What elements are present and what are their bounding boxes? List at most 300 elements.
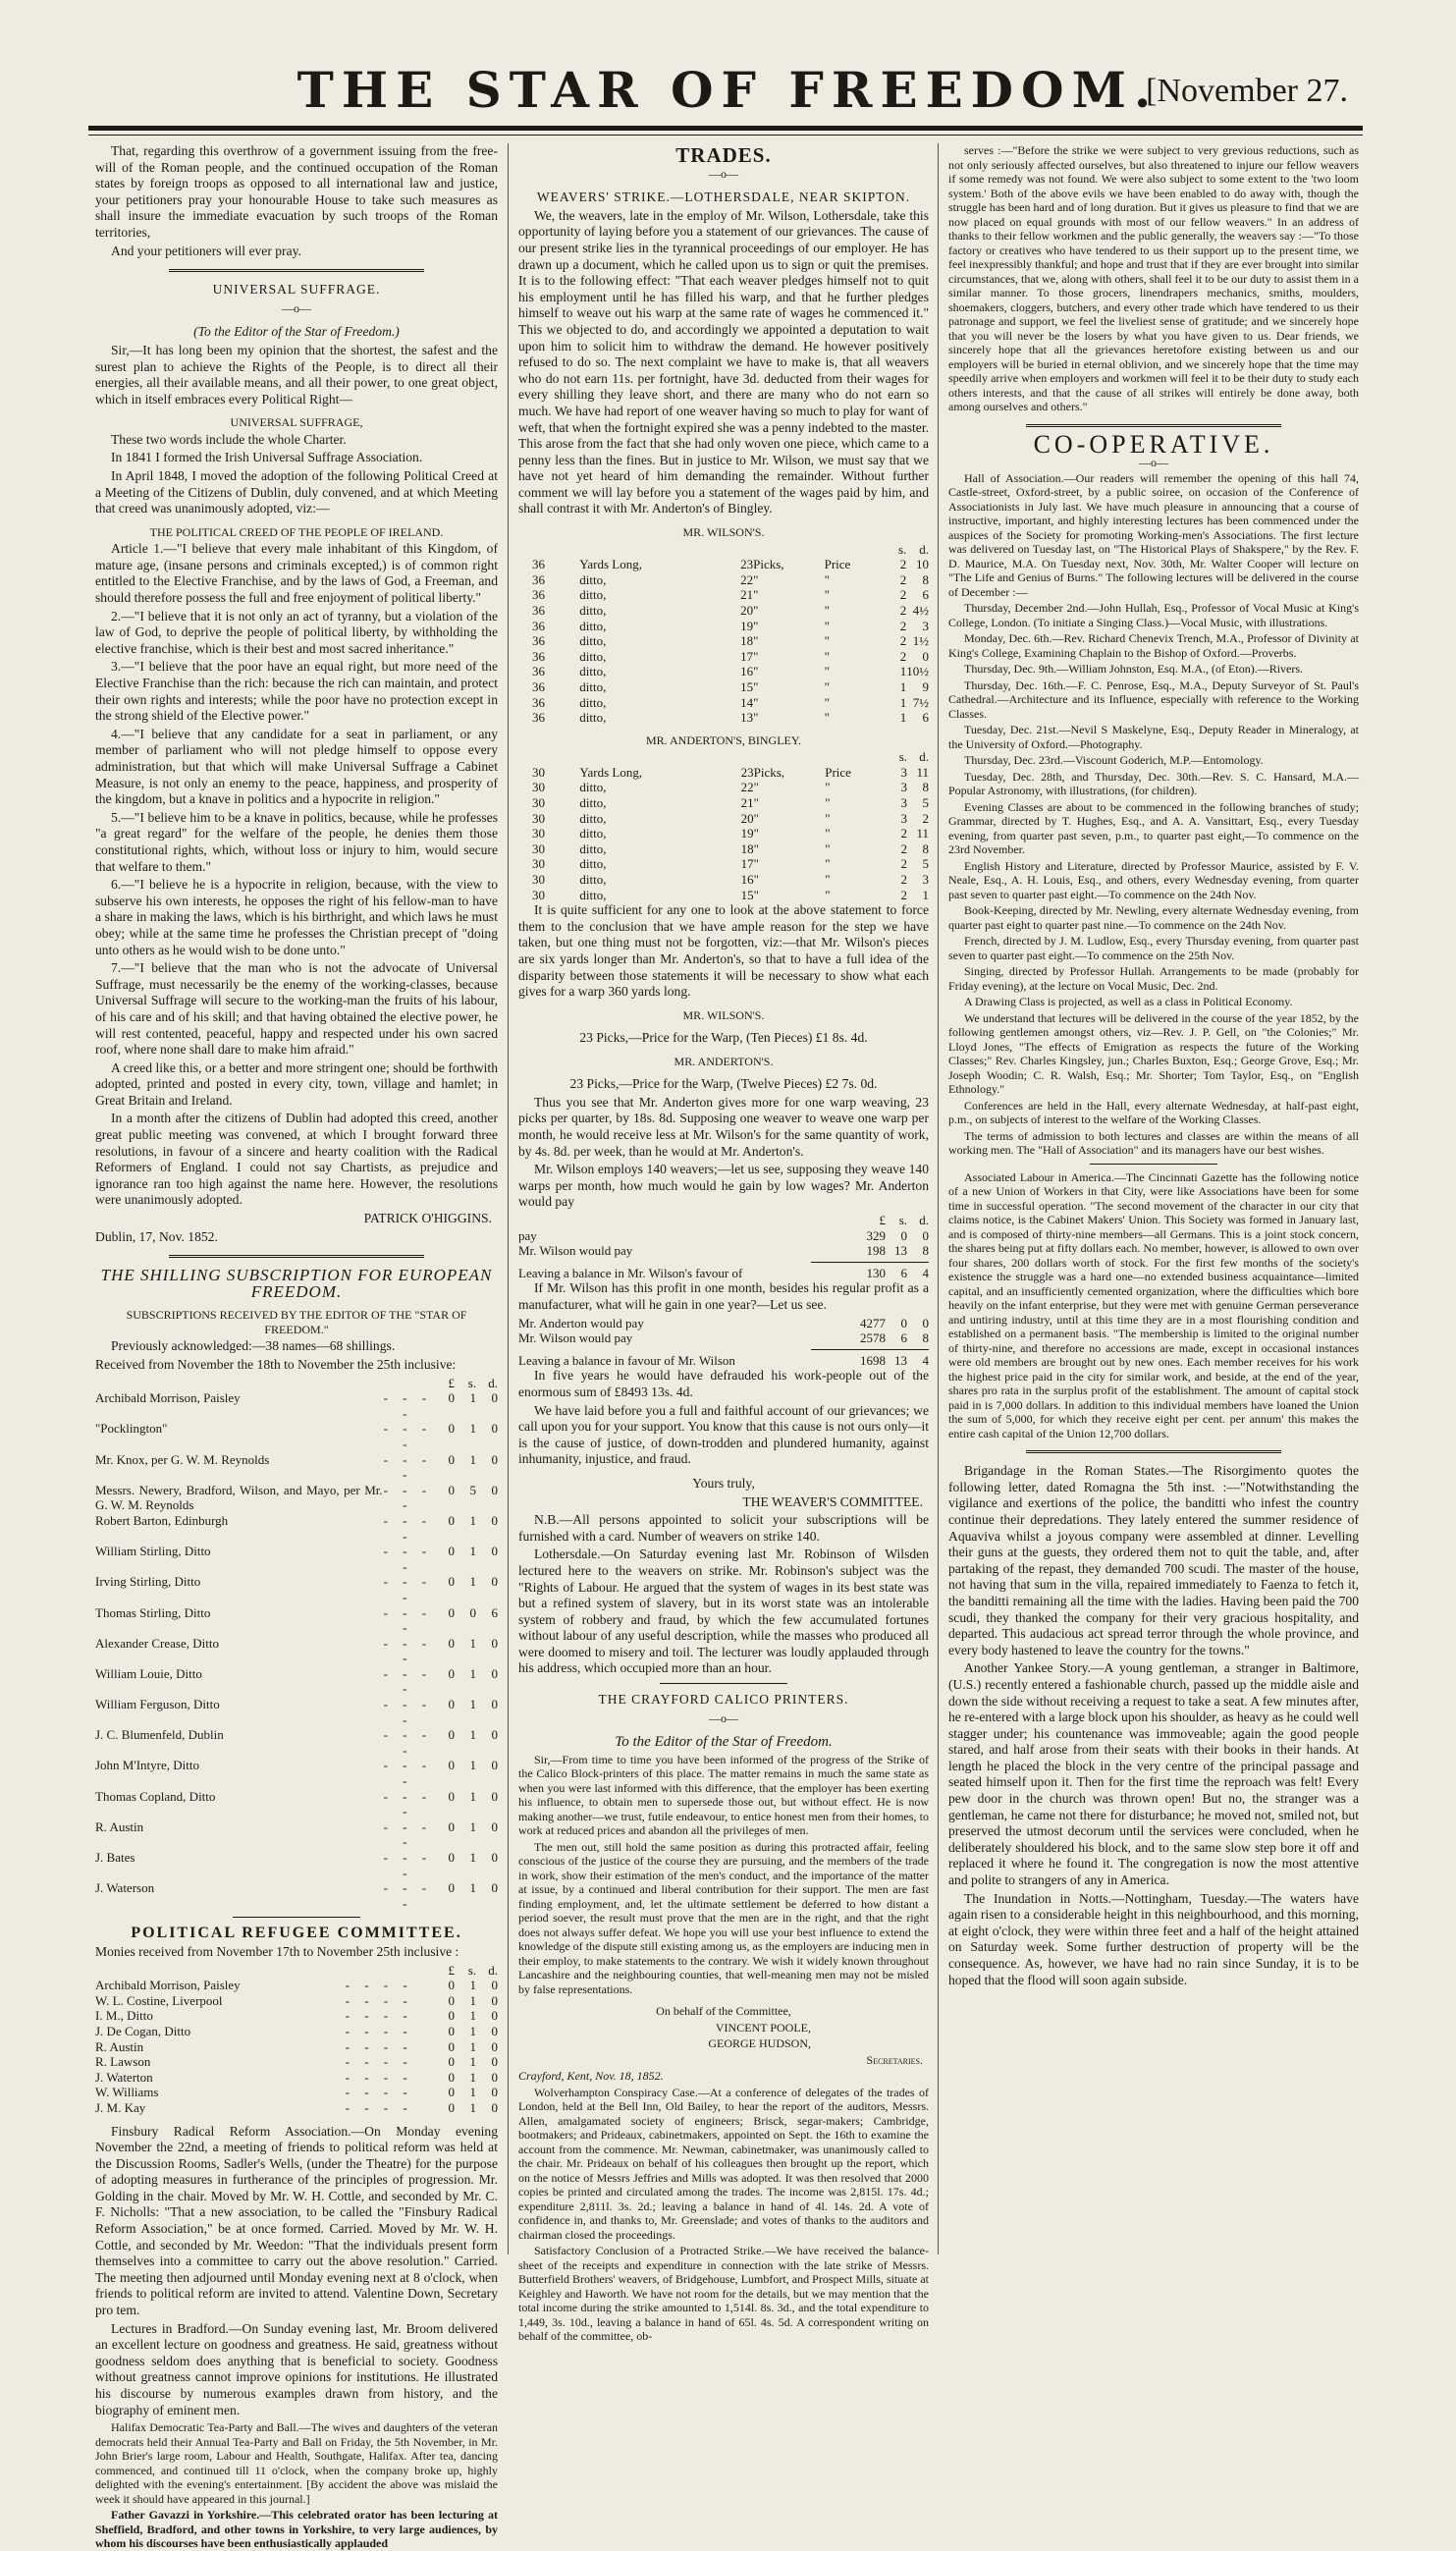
leader-dots: - - - - (325, 2024, 433, 2039)
cell-yards: 36 (518, 633, 579, 649)
cell-shillings: 2 (885, 633, 906, 649)
cell-price: Price (825, 765, 886, 781)
cell-shillings: 3 (886, 795, 907, 811)
cell-shillings: 3 (886, 780, 907, 795)
cell-pence: 3 (906, 619, 929, 634)
amount-shillings: 1 (455, 2085, 476, 2100)
calc-shillings: 0 (886, 1228, 907, 1244)
cell-picks-unit: " (754, 795, 826, 811)
trades-heading: TRADES. (518, 147, 929, 164)
cell-price: " (825, 603, 886, 619)
cell-unit: ditto, (579, 695, 724, 711)
cooperative-heading: CO-OPERATIVE. (948, 437, 1359, 454)
balance-shillings: 6 (886, 1266, 907, 1281)
calc-pounds: 198 (846, 1243, 886, 1259)
creed-article: Article 1.—"I believe that every male inhabitant of this Kingdom, of mature age, (insane persons and criminals excepted,) is of common right entitled to the Elective Franchise, and by the laws of God, a Freeman, and should therefore possess the full and free enjoyment of political liberty." (95, 541, 498, 606)
lecture-item: Thursday, Dec. 9th.—William Johnston, Esq. M.A., (of Eton).—Rivers. (948, 662, 1359, 677)
news-item-gavazzi: Father Gavazzi in Yorkshire.—This celebrated orator has been lecturing at Sheffield, Bradford, and other towns in Yorkshire, to very large audiences, by whom his discourses have been enthusiastically applauded (95, 2508, 498, 2551)
weavers-address: serves :—"Before the strike we were subject to very grevious reductions, such as not only seriously affected ourselves, but also threatened to injure our fellow weavers if some remedy was not found. We were also subject to some extent to the 'two loom system.' Both of the above evils we have been enabled to do away with, though the struggle has been hard and of long duration. But it gives us pleasure to find that we are now placed on equal grounds with most of our fellow weavers." In an address of thanks to their fellow workmen and the public generally, the weavers say :—"To those factory or creatives who have tendered to us their support up to the present time, we feel inexpressibly thankful; and hope and trust that if they are ever brought into similar circumstances, that we, along with others, shall feel it to be our duty to assist them in a similar manner. To those grocers, linendrapers mechanics, smiths, moulders, shoemakers, cloggers, butchers, and every other trade which have tendered to us their patronage and support, we feel the liveliest sense of gratitude; and we sincerely hope that you will never be the losers by what you have given to us. Dear friends, we sincerely hope that all the grievances heretofore existing between us and our employers will be buried in eternal oblivion, and we sincerely hope that the time may speedily arrive when employers and workmen will feel it to be their duty to study each others interests, and that the cause of all strikes will entirely be done away, both among ourselves and others." (948, 143, 1359, 414)
amount-pence: 0 (476, 1513, 498, 1544)
cell-pence: 9 (906, 679, 929, 695)
suffrage-paragraph: These two words include the whole Charter. (95, 432, 498, 449)
amount-pence: 0 (476, 2054, 498, 2070)
amount-pounds: 0 (433, 1574, 455, 1604)
amount-shillings: 1 (455, 1544, 476, 1574)
balance-label: Leaving a balance in favour of Mr. Wilson (518, 1353, 846, 1369)
amount-pounds: 0 (433, 2054, 455, 2070)
pence-header: d. (907, 749, 929, 765)
cell-picks-unit: " (753, 619, 824, 634)
cell-picks-unit: " (753, 664, 824, 679)
amount-pounds: 0 (433, 1758, 455, 1788)
table-row (95, 1880, 498, 1911)
column-divider-1 (508, 143, 509, 2254)
table-row (95, 1574, 498, 1604)
amount-pence: 0 (476, 1544, 498, 1574)
contributor-name: Mr. Knox, per G. W. M. Reynolds (95, 1452, 383, 1483)
crayford-paragraph: Sir,—From time to time you have been informed of the progress of the Strike of the Calico Block-printers of this place. The matter remains in much the same state as when you were last informed with this difference, that the employer has been exerting his influence, to obtain men to supersede those out, but without effect. He is now making another—we trust, futile endeavour, to entice honest men from their homes, to work at reduced prices and abandon all the privileges of men. (518, 1753, 929, 1838)
amount-shillings: 1 (455, 2054, 476, 2070)
cell-unit: ditto, (579, 664, 724, 679)
cell-shillings: 2 (885, 587, 906, 603)
creed-article: 4.—"I believe that any candidate for a seat in parliament, or any member of parliament who will not pledge himself to oppose every administration, but that which will make Universal Suffrage a Cabinet Measure, is not only an enemy to the peace, happiness, and prosperity of the kingdom, but a knave in politics and a hypocrite in religion." (95, 727, 498, 808)
closing: Yours truly, (518, 1476, 929, 1493)
table-row (95, 2024, 498, 2039)
section-rule (1090, 1164, 1217, 1165)
leader-dots: - - - - (325, 2008, 433, 2024)
amount-pounds: 0 (433, 2085, 455, 2100)
amount-shillings: 5 (455, 1483, 476, 1513)
amount-pence: 0 (476, 1697, 498, 1727)
contributor-name: R. Austin (95, 1819, 383, 1850)
leader-dots: - - - - (383, 1697, 433, 1727)
cell-picks: 13 (724, 710, 753, 726)
section-rule (169, 269, 424, 274)
cell-picks: 21 (724, 587, 753, 603)
table-header (518, 749, 929, 765)
calc-shillings: 6 (886, 1330, 907, 1346)
subscription-table (95, 1376, 498, 1912)
leader-dots: - - - - (383, 1605, 433, 1636)
suffrage-paragraph: In 1841 I formed the Irish Universal Suffrage Association. (95, 450, 498, 466)
table-row (518, 826, 929, 841)
table-row (518, 1228, 929, 1244)
cell-shillings: 3 (886, 765, 907, 781)
cell-picks: 22 (724, 572, 753, 588)
refugee-rows (95, 1978, 498, 2115)
contributor-name: William Stirling, Ditto (95, 1544, 383, 1574)
cell-yards: 36 (518, 587, 579, 603)
amount-pounds: 0 (433, 1421, 455, 1451)
amount-pounds: 0 (433, 1789, 455, 1819)
lecture-item: Tuesday, Dec. 28th, and Thursday, Dec. 30th.—Rev. S. C. Hansard, M.A.—Popular Astronomy, with illustrations, (for children). (948, 770, 1359, 798)
amount-shillings: 1 (455, 1819, 476, 1850)
table-row (518, 603, 929, 619)
cell-pence: 7½ (906, 695, 929, 711)
table-row (95, 2100, 498, 2116)
table-row (518, 664, 929, 679)
cell-price: " (825, 826, 886, 841)
table-row (518, 587, 929, 603)
shilling-heading: THE SHILLING SUBSCRIPTION FOR EUROPEAN FREEDOM. (95, 1268, 498, 1300)
cell-price: " (825, 695, 886, 711)
shilling-header: s. (885, 542, 906, 558)
suffrage-subheading: UNIVERSAL SUFFRAGE, (95, 415, 498, 430)
pence-header: d. (476, 1376, 498, 1391)
cell-picks: 22 (725, 780, 754, 795)
cell-picks: 19 (725, 826, 754, 841)
creed-article: 2.—"I believe that it is not only an act of tyranny, but a violation of the law of God, to deprive the people of political liberty, by withholding the elective franchise, which is their best and most sacred inheritance." (95, 609, 498, 658)
cell-picks-unit: " (754, 826, 826, 841)
amount-shillings: 0 (455, 1605, 476, 1636)
table-row (518, 780, 929, 795)
creed-article: 3.—"I believe that the poor have an equal right, but more need of the Elective Franchise than the rich: because the rich can maintain, and protect their own rights and interests; while the poor have no protection except in the strong shield of the Elective power." (95, 659, 498, 724)
amount-shillings: 1 (455, 2039, 476, 2055)
amount-pence: 0 (476, 1727, 498, 1758)
cell-price: " (825, 872, 886, 888)
petition-closing: And your petitioners will ever pray. (95, 244, 498, 260)
subscription-rows (95, 1390, 498, 1911)
cell-picks-unit: " (753, 633, 824, 649)
creed-article: 6.—"I believe he is a hypocrite in religion, because, with the view to subserve his own interests, he opposes the right of his fellow-man to have a share in making the laws, which is his birthright, and which laws he must obey; while at the same time he professes the Christian precept of "doing unto others as he would wish to be done unto." (95, 877, 498, 958)
cell-yards: 30 (518, 795, 579, 811)
cell-picks: 15 (724, 679, 753, 695)
contributor-name: Thomas Copland, Ditto (95, 1789, 383, 1819)
cell-price: " (825, 841, 886, 857)
news-item-finsbury: Finsbury Radical Reform Association.—On Monday evening November the 22nd, a meeting of friends to political reform was held at the Discussion Rooms, Sadler's Wells, (under the Theatre) for the purpose of adopting measures in furtherance of the principles of progression. Mr. Golding in the chair. Moved by Mr. W. H. Cottle, and seconded by Mr. C. F. Nicholls: "That a new association, to be called the "Finsbury Radical Reform Association," be at once formed. Carried. Moved by Mr. W. H. Cottle, and seconded by Mr. Weedon: "That the individuals present form themselves into a committee to carry out the above resolution." Carried. The meeting then adjourned until Monday evening next at 8 o'clock, when friends to political reform are invited to attend. Valentine Down, Secretary pro tem. (95, 2124, 498, 2319)
cell-price: " (825, 795, 886, 811)
classes-item: A Drawing Class is projected, as well as a class in Political Economy. (948, 995, 1359, 1009)
amount-pence: 0 (476, 1789, 498, 1819)
amount-pounds: 0 (433, 1390, 455, 1421)
lecture-item: Thursday, Dec. 23rd.—Viscount Goderich, M.P.—Entomology. (948, 753, 1359, 768)
signature: THE WEAVER'S COMMITTEE. (518, 1494, 923, 1511)
leader-dots: - - - - (325, 1993, 433, 2009)
cell-unit: ditto, (579, 619, 724, 634)
heading-dash: —o— (518, 1710, 929, 1727)
amount-pounds: 0 (433, 2070, 455, 2086)
cell-shillings: 2 (885, 603, 906, 619)
calc-pence: 8 (907, 1330, 929, 1346)
table-row (518, 1330, 929, 1346)
cell-shillings: 1 (885, 664, 906, 679)
masthead-rule-thick (88, 126, 1363, 131)
signature: VINCENT POOLE, (518, 2021, 811, 2035)
amount-pounds: 0 (433, 1727, 455, 1758)
leader-dots: - - - - (383, 1850, 433, 1880)
contributor-name: J. De Cogan, Ditto (95, 2024, 325, 2039)
heading-dash: —o— (518, 166, 929, 183)
creed-heading: THE POLITICAL CREED OF THE PEOPLE OF IRELAND. (95, 525, 498, 540)
table-row (518, 841, 929, 857)
amount-pounds: 0 (433, 1513, 455, 1544)
amount-shillings: 1 (455, 2024, 476, 2039)
leader-dots: - - - - (383, 1727, 433, 1758)
section-rule (169, 1255, 424, 1260)
cell-shillings: 1 (885, 679, 906, 695)
cell-yards: 30 (518, 826, 579, 841)
calculation-rows (518, 1228, 929, 1259)
secretaries-label: Secretaries. (518, 2053, 923, 2068)
masthead (0, 0, 1456, 147)
signature: PATRICK O'HIGGINS. (95, 1211, 492, 1227)
table-row (95, 1666, 498, 1697)
cell-pence: 6 (906, 710, 929, 726)
cell-price: " (825, 780, 886, 795)
balance-pence: 4 (907, 1353, 929, 1369)
amount-pence: 0 (476, 1758, 498, 1788)
calc-label: pay (518, 1228, 846, 1244)
cell-price: " (825, 619, 886, 634)
strike-paragraph: If Mr. Wilson has this profit in one month, besides his regular profit as a manufacturer, what will he gain in one year?—Let us see. (518, 1280, 929, 1313)
amount-shillings: 1 (455, 1880, 476, 1911)
cell-shillings: 2 (886, 888, 907, 903)
cell-pence: 2 (907, 811, 929, 827)
amount-pounds: 0 (433, 1819, 455, 1850)
amount-pence: 6 (476, 1605, 498, 1636)
cell-unit: ditto, (579, 872, 724, 888)
calc-label: Mr. Anderton would pay (518, 1316, 846, 1331)
cell-pence: 8 (907, 780, 929, 795)
news-item-lothersdale: Lothersdale.—On Saturday evening last Mr. Robinson of Wilsden lectured here to the weavers on strike. Mr. Robinson's subject was the "Rights of Labour. He argued that the system of wages in its best state was but a refined system of slavery, but in its worst state was an intolerable system of robbery and fraud, by which the few accumulated fortunes without labour of any useful description, while the masses who produced all were doomed to misery and toil. The lecturer was loudly applauded through his address, which occupied more than an hour. (518, 1547, 929, 1677)
contributor-name: Archibald Morrison, Paisley (95, 1390, 383, 1421)
pence-header: d. (476, 1963, 498, 1979)
section-rule (1026, 1450, 1281, 1455)
amount-shillings: 1 (455, 1727, 476, 1758)
cell-unit: ditto, (579, 572, 724, 588)
cell-unit: Yards Long, (579, 557, 724, 572)
calc-pence: 0 (907, 1228, 929, 1244)
classes-item: We understand that lectures will be delivered in the course of the year 1852, by the following gentlemen amongst others, viz—Rev. J. P. Gell, on "the Colonies;" Mr. Lloyd Jones, "The effects of Emigration as respects the future of the Working Classes;" Rev. Charles Kingsley, jun.; Charles Buxton, Esq.; George Grove, Esq.; Mr. Joseph Woodin; C. R. Walsh, Esq.; Mr. Shorter; Tom Taylor, Esq., on "English Ethnology." (948, 1011, 1359, 1097)
cell-picks: 16 (724, 664, 753, 679)
cell-picks-unit: " (754, 856, 826, 872)
calc-label: Mr. Wilson would pay (518, 1243, 846, 1259)
classes-item: Evening Classes are about to be commenced in the following branches of study; Grammar, directed by T. Hughes, Esq., and A. A. Vansittart, Esq., every Tuesday evening, from quarter past seven, p.m., to quarter past eight,—To commence on the 23rd November. (948, 800, 1359, 857)
cell-pence: 5 (907, 856, 929, 872)
calc-pounds: 2578 (846, 1330, 886, 1346)
amount-shillings: 1 (455, 2070, 476, 2086)
calc-pence: 0 (907, 1316, 929, 1331)
amount-pence: 0 (476, 2070, 498, 2086)
cell-picks: 20 (725, 811, 754, 827)
crayford-addressee: To the Editor of the Star of Freedom. (518, 1734, 929, 1751)
contributor-name: Alexander Crease, Ditto (95, 1636, 383, 1666)
cell-picks: 15 (725, 888, 754, 903)
amount-shillings: 1 (455, 1574, 476, 1604)
cell-picks: 21 (725, 795, 754, 811)
strike-paragraph: Mr. Wilson employs 140 weavers;—let us see, supposing they weave 140 warps per month, how much would he gain by low wages? Mr. Anderton would pay (518, 1162, 929, 1211)
amount-pounds: 0 (433, 1452, 455, 1483)
table-row (518, 1316, 929, 1331)
amount-pence: 0 (476, 2085, 498, 2100)
suffrage-paragraph: A creed like this, or a better and more stringent one; should be forthwith adopted, printed and posted in every city, town, village and hamlet; in Great Britain and Ireland. (95, 1060, 498, 1110)
anderton-rows (518, 765, 929, 902)
cell-picks: 17 (724, 649, 753, 665)
cell-picks-unit: " (754, 888, 826, 903)
cell-unit: ditto, (579, 633, 724, 649)
balance-pounds: 1698 (846, 1353, 886, 1369)
shilling-subheading: SUBSCRIPTIONS RECEIVED BY THE EDITOR OF THE "STAR OF FREEDOM." (95, 1308, 498, 1336)
suffrage-heading: UNIVERSAL SUFFRAGE. (95, 282, 498, 299)
behalf: On behalf of the Committee, (518, 2004, 929, 2019)
lecture-item: Thursday, Dec. 16th.—F. C. Penrose, Esq., M.A., Deputy Surveyor of St. Paul's Cathedral.—Architecture and its Influence, especially with reference to the Working Classes. (948, 678, 1359, 722)
shilling-note: Received from November the 18th to November the 25th inclusive: (95, 1357, 498, 1374)
column-divider-2 (938, 143, 939, 2254)
contributor-name: William Ferguson, Ditto (95, 1697, 383, 1727)
contributor-name: I. M., Ditto (95, 2008, 325, 2024)
leader-dots: - - - - (383, 1390, 433, 1421)
cell-unit: ditto, (579, 679, 724, 695)
cell-unit: ditto, (579, 710, 724, 726)
amount-pounds: 0 (433, 2008, 455, 2024)
table-row (95, 1513, 498, 1544)
cell-shillings: 2 (886, 841, 907, 857)
cell-shillings: 2 (885, 557, 906, 572)
leader-dots: - - - - (325, 2085, 433, 2100)
wilson-wages-table (518, 542, 929, 726)
table-row (95, 1452, 498, 1483)
amount-pounds: 0 (433, 1636, 455, 1666)
leader-dots: - - - - (383, 1666, 433, 1697)
dateline: Dublin, 17, Nov. 1852. (95, 1229, 498, 1246)
table-row (95, 1697, 498, 1727)
cell-picks: 20 (724, 603, 753, 619)
leader-dots: - - - - (325, 2100, 433, 2116)
cell-shillings: 1 (885, 710, 906, 726)
masthead-rule-thin (88, 135, 1363, 136)
amount-pence: 0 (476, 1483, 498, 1513)
cell-yards: 30 (518, 888, 579, 903)
amount-pounds: 0 (433, 1850, 455, 1880)
leader-dots: - - - - (325, 2054, 433, 2070)
table-row (518, 649, 929, 665)
hall-of-association: Hall of Association.—Our readers will remember the opening of this hall 74, Castle-street, Oxford-street, by a public soiree, on occasion of the Conference of Associationists in July last. We have much pleasure in announcing that a course of instructive, important, and highly interesting lectures has been commenced under the auspices of the Society for promoting Working-men's Associations. The first lecture was delivered on Tuesday last, on "The Historical Plays of Shakspere," by the Rev. F. D. Maurice, M.A. On Tuesday next, Nov. 30th, Mr. Walter Cooper will lecture on "The Life and Genius of Burns." The following lectures will be delivered in the course of December :— (948, 471, 1359, 600)
amount-pence: 0 (476, 1452, 498, 1483)
amount-shillings: 1 (455, 2008, 476, 2024)
table-row (95, 2039, 498, 2055)
leader-dots: - - - - (383, 1574, 433, 1604)
leader-dots: - - - - (383, 1452, 433, 1483)
contributor-name: W. Williams (95, 2085, 325, 2100)
news-item-yankee-story: Another Yankee Story.—A young gentleman, a stranger in Baltimore, (U.S.) recently entered a fashionable church, passed up the middle aisle and down the side without receiving a request to take a seat. A few minutes after, he re-entered with a large block upon his shoulder, as heavy as he could well stagger under; his countenance was immoveable; again the good people stared, and half arose from their seats with their books in their hands. At length he placed the block in the very centre of the principal passage and seated himself upon it. Then for the first time the reproach was felt! Every pew door in the church was thrown open! But no, the stranger was a gentleman, he came not there for disturbance; he moved not, smiled not, but preserved the utmost decorum until the services were concluded, when he deliberately shouldered his block, and to the same slow step bore it off and replaced it where he found it. The congregation is now the most attentive and polite to strangers of any in America. (948, 1660, 1359, 1888)
classes-item: The terms of admission to both lectures and classes are within the means of all working men. The "Hall of Association" and its managers have our best wishes. (948, 1129, 1359, 1158)
wilson-warp-price: 23 Picks,—Price for the Warp, (Ten Pieces) £1 8s. 4d. (518, 1030, 929, 1047)
heading-dash: —o— (95, 300, 498, 317)
table-header (95, 1376, 498, 1391)
table-row (95, 2008, 498, 2024)
table-row (95, 1819, 498, 1850)
cell-yards: 30 (518, 780, 579, 795)
crayford-paragraph: The men out, still hold the same position as during this protracted affair, feeling conscious of the justice of the course they are pursuing, and the members of the trade in work, show their estimation of the men's conduct, and the importance of the matter at issue, by a continued and liberal contribution for their support. The men are fast finding employment, and, let the ultimate settlement be deferred to how distant a period soever, the result must prove that the men are in the right, and that the right does not always suffer defeat. We hope you will use your best influence to extend the knowledge of the dispute still existing among us, as the employers are inducing men in their employ, to make statements to the contrary. We wish it widely known throughout Lancashire and the neighbouring counties, that well-meaning men may not be misled by false representations. (518, 1840, 929, 1997)
section-rule (1026, 424, 1281, 429)
cell-pence: 1½ (906, 633, 929, 649)
cell-pence: 10½ (906, 664, 929, 679)
amount-pounds: 0 (433, 1880, 455, 1911)
amount-pence: 0 (476, 1636, 498, 1666)
cell-picks: 23 (725, 765, 754, 781)
cell-unit: ditto, (579, 587, 724, 603)
column-1 (95, 143, 498, 2254)
amount-pounds: 0 (433, 2039, 455, 2055)
suffrage-paragraph: In a month after the citizens of Dublin had adopted this creed, another great public meeting was convened, at which I brought forward three resolutions, in favour of a sincere and hearty coalition with the Radical Reformers of England. I could not say Chartists, as prejudice and ignorance ran too high against the name here. However, the resolutions were unanimously adopted. (95, 1111, 498, 1209)
contributor-name: J. M. Kay (95, 2100, 325, 2116)
column-2 (518, 143, 929, 2254)
amount-pounds: 0 (433, 1544, 455, 1574)
cell-pence: 11 (907, 826, 929, 841)
cell-unit: ditto, (579, 649, 724, 665)
table-row (95, 1636, 498, 1666)
cell-unit: ditto, (579, 795, 724, 811)
table-row (95, 1421, 498, 1451)
lecture-item: Thursday, December 2nd.—John Hullah, Esq., Professor of Vocal Music at King's College, London. (To initiate a Singing Class.)—Vocal Music, with illustrations. (948, 601, 1359, 629)
balance-shillings: 13 (886, 1353, 907, 1369)
leader-dots: - - - - (383, 1483, 433, 1513)
contributor-name: W. L. Costine, Liverpool (95, 1993, 325, 2009)
cell-pence: 6 (906, 587, 929, 603)
table-row (95, 2085, 498, 2100)
wilson-rows (518, 557, 929, 726)
contributor-name: J. Waterson (95, 1880, 383, 1911)
table-row (95, 1978, 498, 1993)
amount-pence: 0 (476, 2039, 498, 2055)
cell-shillings: 2 (885, 649, 906, 665)
creed-article: 7.—"I believe that the man who is not the advocate of Universal Suffrage, must necessarily be the enemy of the working-classes, because Universal Suffrage will secure to the working-man the fruits of his labour, of his care and of his skill; and that having obtained the elective power, he will rest contented, peaceful, happy and respected under his own sacred roof, where none shall dare to make him afraid." (95, 960, 498, 1058)
newspaper-title: THE STAR OF FREEDOM. (0, 61, 1456, 119)
pound-header: £ (846, 1213, 886, 1228)
cell-price: Price (825, 557, 886, 572)
cell-yards: 36 (518, 619, 579, 634)
anderton-label: MR. ANDERTON'S. (518, 1055, 929, 1069)
news-item-bradford: Lectures in Bradford.—On Sunday evening last, Mr. Broom delivered an excellent lecture on goodness and greatness. He said, greatness without goodness seldom does anything that is beneficial to society. Goodness without greatness cannot improve opinions for institutions. He illustrated his discourse by numerous examples drawn from history, and the biography of eminent men. (95, 2321, 498, 2419)
amount-pounds: 0 (433, 1605, 455, 1636)
table-row (518, 695, 929, 711)
classes-item: English History and Literature, directed by Professor Maurice, assisted by F. V. Neale, Esq., A. H. Louis, Esq., and others, every Wednesday evening, from quarter past seven to quarter past eight.—To commence on the 24th Nov. (948, 859, 1359, 902)
sum-rule (811, 1349, 929, 1350)
refugee-heading: POLITICAL REFUGEE COMMITTEE. (95, 1926, 498, 1942)
table-row (95, 1727, 498, 1758)
news-item-associated-labour: Associated Labour in America.—The Cincinnati Gazette has the following notice of a new Union of Workers in that City, were like Associations have been for some time in successful operation. "The second movement of the character in our city that claims notice, is the Cabinet Makers' Union. This Society was formed in January last, and is composed of thirty-nine members—all Germans. This is a joint stock concern, the shares being put at fifty dollars each. No member, however, is allowed to own over four shares, 200 dollars worth of stock. For the first few months of the society's existence the struggle was a hard one—no extended business acquaintance—limited capital, and an insufficiently cemented organization, where the difficulties which bore heavily on the infant enterprise, but they were met with genuine German perseverance and untiring industry, until at this time they are in a most flourishing condition and established on a permanent basis. "The membership is limited to the original number of thirty-nine, and therefore no accessions are made, except in occasional instances were old members are brought out by new ones. Each member receives for his work the highest price paid in the city for similar work, and beside, at the end of the year, shares pro rata in the surplus profit of the establishment. The amount of capital stock paid in is 7,000 dollars. In addition to this individual members have loaned the Union the sum of 5,000, for which they receive eight per cent. per annum' this makes the entire cash capital of the Union 12,700 dollars. (948, 1170, 1359, 1441)
cell-picks-unit: " (753, 710, 824, 726)
cell-picks: 19 (724, 619, 753, 634)
news-item-inundation: The Inundation in Notts.—Nottingham, Tuesday.—The waters have again risen to a considerable height in this neighbourhood, and this morning, at eight o'clock, they were within three feet and a half of the height attained on Saturday week. Some further destruction of property will be the consequence. As, however, we have had no rain since Sunday, it is to be hoped that the flood will soon again subside. (948, 1891, 1359, 1989)
cell-price: " (825, 710, 886, 726)
table-row (95, 1850, 498, 1880)
contributor-name: "Pocklington" (95, 1421, 383, 1451)
cell-unit: ditto, (579, 811, 724, 827)
contributor-name: Irving Stirling, Ditto (95, 1574, 383, 1604)
anderton-wages-table (518, 749, 929, 902)
table-row (518, 795, 929, 811)
calc-shillings: 0 (886, 1316, 907, 1331)
table-row (518, 1266, 929, 1281)
cell-shillings: 2 (885, 572, 906, 588)
cell-price: " (825, 888, 886, 903)
cell-unit: ditto, (579, 780, 724, 795)
issue-date: [November 27. (1146, 73, 1348, 110)
cell-yards: 36 (518, 572, 579, 588)
cell-yards: 30 (518, 872, 579, 888)
amount-shillings: 1 (455, 1758, 476, 1788)
amount-pounds: 0 (433, 1666, 455, 1697)
cell-shillings: 1 (885, 695, 906, 711)
cell-yards: 36 (518, 649, 579, 665)
calc-pence: 8 (907, 1243, 929, 1259)
amount-shillings: 1 (455, 2100, 476, 2116)
news-item-strike-conclusion: Satisfactory Conclusion of a Protracted Strike.—We have received the balance-sheet of the receipts and expenditure in connection with the late strike of Messrs. Butterfield Brothers' weavers, of Bridgehouse, Lumbfort, and Prospect Mills, situate at Keighley and Haworth. We have not room for the details, but we may mention that the total income during the strike amounted to 1,514l. 8s. 3d., and the total expenditure to 1,449, 3s. 10d., leaving a balance in hand of 65l. 4s. 5d. A correspondent writing on behalf of the committee, ob- (518, 2244, 929, 2344)
table-row (518, 633, 929, 649)
anderton-warp-price: 23 Picks,—Price for the Warp, (Twelve Pieces) £2 7s. 0d. (518, 1076, 929, 1093)
contributor-name: John M'Intyre, Ditto (95, 1758, 383, 1788)
